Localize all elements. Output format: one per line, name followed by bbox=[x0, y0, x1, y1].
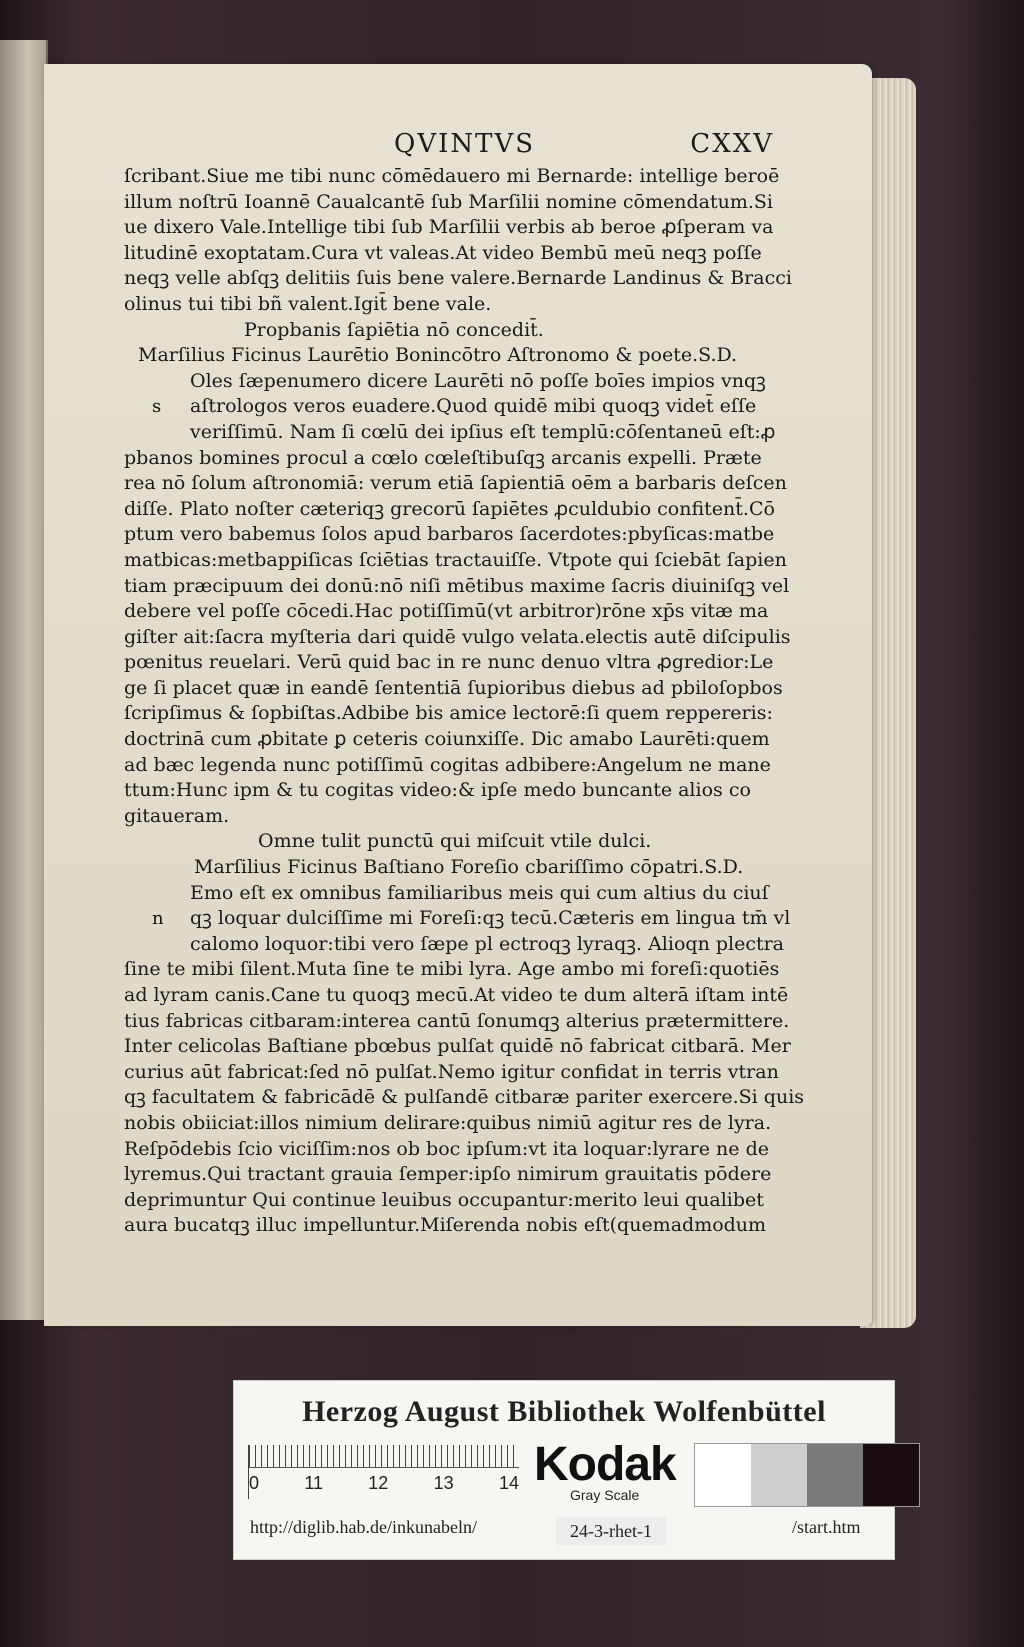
running-head bbox=[394, 126, 774, 162]
url-suffix: /start.htm bbox=[792, 1517, 861, 1537]
text-line: olinus tui tibi bñ valent.Igit̄ bene vale. bbox=[124, 292, 492, 315]
ruler-label: 12 bbox=[368, 1473, 389, 1493]
text-line: pœnitus reuelari. Verū quid bac in re nunc denuo vltra ꝓgredior:Le bbox=[124, 651, 774, 674]
text-line: tiam præcipuum dei donū:nō niſi mētibus maxime ſacris diuiniſqꝫ vel bbox=[124, 574, 790, 597]
text-line: ad lyram canis.Cane tu quoqꝫ mecū.At video te dum alterā iſtam intē bbox=[124, 984, 789, 1006]
text-line: Oles ſæpenumero dicere Laurēti nō poſſe boīes impios vnqꝫ bbox=[190, 369, 766, 392]
text-line bbox=[124, 394, 804, 420]
ruler-label: 13 bbox=[433, 1473, 454, 1493]
text-line: tius fabricas citbaram:interea cantū ſonumqꝫ alterius prætermittere. bbox=[124, 1009, 790, 1032]
text-line: ſine te mibi ſilent.Muta ſine te mibi lyra. Age ambo mi foreſi:quotiēs bbox=[124, 958, 780, 981]
digital-library-url: http://diglib.hab.de/inkunabeln/ bbox=[250, 1517, 477, 1537]
motto-line: Propbanis ſapiētia nō concedit̄. bbox=[244, 318, 544, 341]
text-line: ſcribant.Siue me tibi nunc cōmēdauero mi Bernarde: intellige beroē bbox=[124, 165, 780, 187]
text-line: debere vel poſſe cōcedi.Hac potiſſimū(vt arbitror)rōne xp̄s vitæ ma bbox=[124, 600, 769, 623]
text-line: qꝫ facultatem & fabricādē & pulſandē citbaræ pariter exercere.Si quis bbox=[124, 1086, 804, 1109]
text-line-content: aſtrologos veros euadere.Quod quidē mibi quoqꝫ videt̄ eſſe bbox=[190, 395, 757, 418]
dropcap-guide-letter: n bbox=[152, 908, 164, 930]
text-line: Emo eſt ex omnibus familiaribus meis qui cum altius du ciuſ bbox=[190, 881, 769, 904]
text-line: ttum:Hunc ipm & tu cogitas video:& ipſe medo buncante alios co bbox=[124, 779, 751, 802]
text-line: ſcripſimus & ſopbiſtas.Adbibe bis amice lectorē:ſi quem reppereris: bbox=[124, 702, 773, 725]
text-block bbox=[124, 164, 804, 1239]
book-page bbox=[44, 64, 872, 1326]
ruler-label: 0 bbox=[249, 1473, 260, 1493]
motto-line: Omne tulit punctū qui miſcuit vtile dulci. bbox=[258, 830, 652, 853]
text-line: neqꝫ velle abſqꝫ delitiis ſuis bene valere.Bernarde Landinus & Bracci bbox=[124, 267, 792, 290]
swatch-white bbox=[695, 1444, 751, 1506]
text-line: illum noſtrū Ioannē Caualcantē ſub Marſilii nomine cōmendatum.Si bbox=[124, 190, 773, 213]
text-line bbox=[124, 906, 804, 932]
folio-number: CXXV bbox=[690, 129, 774, 159]
text-line: giſter ait:ſacra myſteria dari quidē vulgo velata.electis autē diſcipulis bbox=[124, 625, 791, 648]
swatch-black bbox=[863, 1444, 919, 1506]
text-line: Reſpōdebis ſcio viciſſim:nos ob boc ipſum:vt ita loquar:lyrare ne de bbox=[124, 1137, 769, 1160]
text-line: calomo loquor:tibi vero ſæpe pl ectroqꝫ lyraqꝫ. Alioqn plectra bbox=[190, 932, 785, 955]
text-line: gitaueram. bbox=[124, 804, 230, 827]
previous-page-edge bbox=[0, 40, 48, 1320]
swatch-dark-gray bbox=[807, 1444, 863, 1506]
text-line: veriſſimū. Nam ſi cœlū dei ipſius eſt templū:cōſentaneū eſt:ꝓ bbox=[190, 420, 776, 443]
text-line: rea nō ſolum aſtronomiā: verum etiā ſapientiā oēm a barbaris deſcen bbox=[124, 472, 787, 495]
text-line: ad bæc legenda nunc potiſſimū cogitas adbibere:Angelum ne mane bbox=[124, 753, 771, 776]
text-line: lyremus.Qui tractant grauia ſemper:ipſo nimirum grauitatis pōdere bbox=[124, 1163, 772, 1186]
ruler-ticks bbox=[249, 1445, 519, 1468]
text-line: ue dixero Vale.Intellige tibi ſub Marſilii verbis ab beroe ꝓſperam va bbox=[124, 216, 774, 239]
text-line: aura bucatqꝫ illuc impelluntur.Miſerenda nobis eſt(quemadmodum bbox=[124, 1214, 767, 1237]
library-color-card bbox=[233, 1380, 895, 1560]
letter-heading: Marſilius Ficinus Baſtiano Foreſio cbariſſimo cōpatri.S.D. bbox=[194, 856, 744, 879]
running-head-title: QVINTVS bbox=[394, 129, 536, 159]
text-line: pbanos bomines procul a cœlo cœleſtibuſqꝫ arcanis expelli. Præte bbox=[124, 446, 762, 469]
text-line: matbicas:metbappiſicas ſciētias tractauiſſe. Vtpote qui ſciebāt ſapien bbox=[124, 548, 787, 571]
ruler-label: 14 bbox=[498, 1473, 519, 1493]
text-line: curius aūt fabricat:ſed nō pulſat.Nemo igitur confidat in terris vtran bbox=[124, 1060, 779, 1083]
ruler-label: 11 bbox=[304, 1473, 323, 1493]
dropcap-guide-letter: s bbox=[152, 396, 162, 418]
text-line: litudinē exoptatam.Cura vt valeas.At video Bembū meū neqꝫ poſſe bbox=[124, 241, 762, 264]
text-line: ptum vero babemus ſolos apud barbaros ſacerdotes:pbyſicas:matbe bbox=[124, 523, 775, 546]
library-name: Herzog August Bibliothek Wolfenbüttel bbox=[302, 1395, 826, 1428]
text-line: diſſe. Plato noſter cæteriqꝫ grecorū ſapiētes ꝓculdubio confitent̄.Cō bbox=[124, 497, 775, 520]
gray-scale-label: Gray Scale bbox=[570, 1487, 640, 1503]
text-line: nobis obiiciat:illos nimium delirare:quibus nimiū agitur res de lyra. bbox=[124, 1111, 772, 1134]
gray-scale-swatches bbox=[694, 1443, 920, 1507]
ruler-labels bbox=[249, 1473, 519, 1494]
text-line: deprimuntur Qui continue leuibus occupantur:merito leui qualibet bbox=[124, 1188, 764, 1211]
letter-heading: Marſilius Ficinus Laurētio Bonincōtro Aſtronomo & poete.S.D. bbox=[138, 344, 738, 367]
text-line-content: qꝫ loquar dulciſſime mi Foreſi:qꝫ tecū.Cæteris em lingua tm̄ vl bbox=[190, 907, 791, 930]
kodak-logo: Kodak bbox=[534, 1438, 676, 1491]
shelfmark: 24-3-rhet-1 bbox=[556, 1517, 666, 1545]
text-line: doctrinā cum ꝓbitate ꝑ ceteris coiunxiſſe. Dic amabo Laurēti:quem bbox=[124, 728, 770, 751]
swatch-light-gray bbox=[751, 1444, 807, 1506]
text-line: ge ſi placet quæ in eandē ſententiā ſupioribus diebus ad pbiloſopbos bbox=[124, 676, 783, 699]
scale-ruler bbox=[248, 1445, 519, 1499]
text-line: Inter celicolas Baſtiane pbœbus pulſat quidē nō fabricat citbarā. Mer bbox=[124, 1035, 791, 1058]
